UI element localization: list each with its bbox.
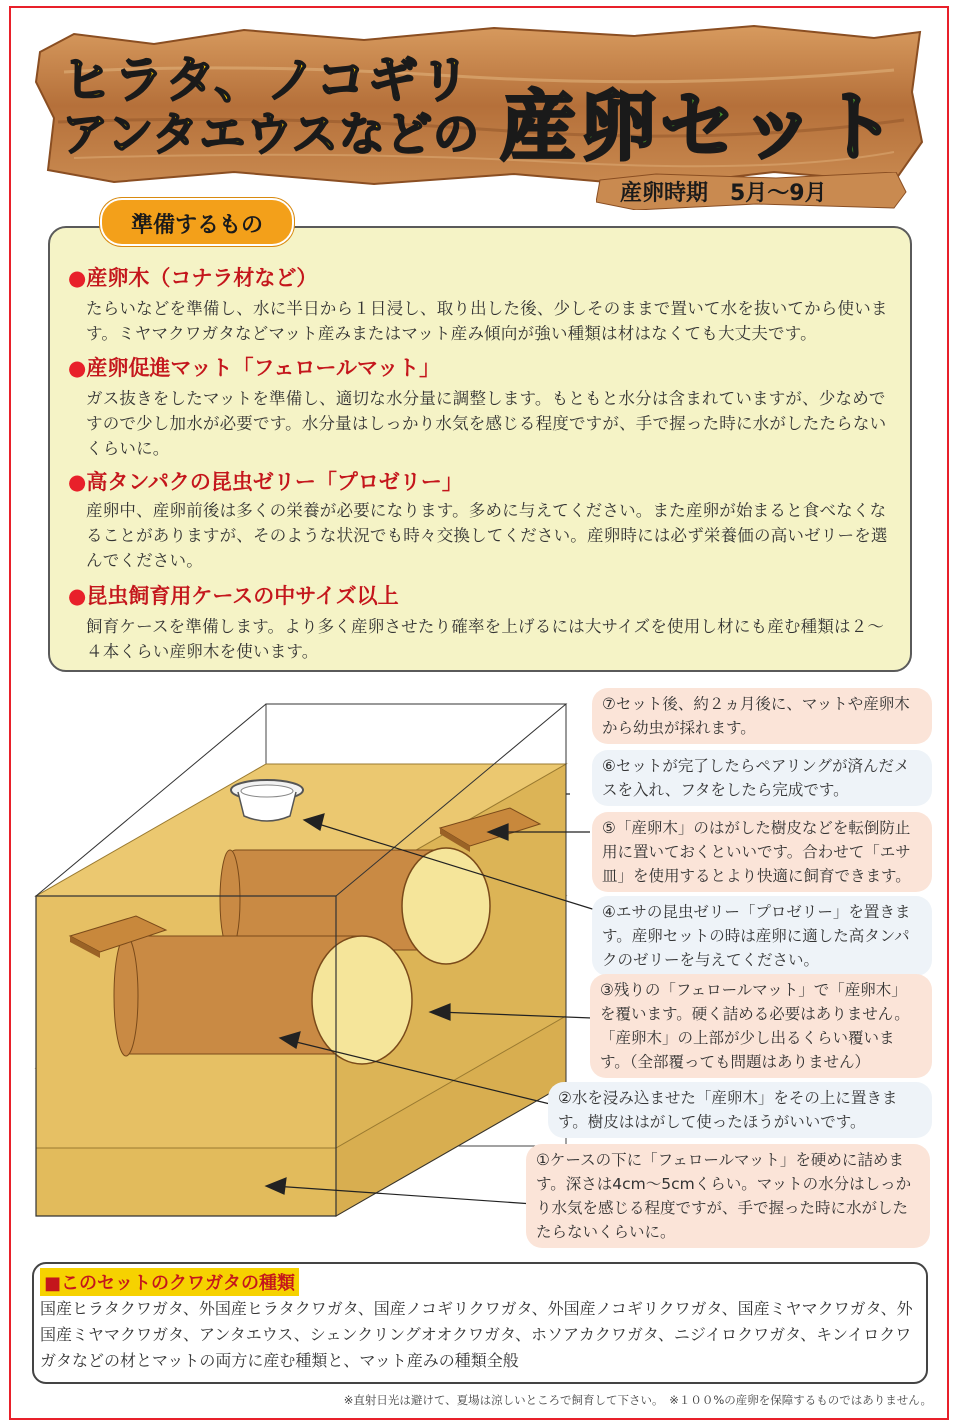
item-text-log: たらいなどを準備し、水に半日から１日浸し、取り出した後、少しそのままで置いて水を抜いてから使います。ミヤマクワガタなどマット産みまたはマット産み傾向が強い種類は材はなくても大丈夫です。	[86, 299, 888, 343]
header-banner	[34, 22, 926, 190]
item-text-mat: ガス抜きをしたマットを準備し、適切な水分量に調整します。もともと水分は含まれていますが、少なめですので少し加水が必要です。水分量はしっかり水気を感じる程度ですが、手で握った時に水がしたたらないくらいに。	[86, 389, 887, 458]
prep-tab	[100, 198, 294, 246]
species-heading: ■このセットのクワガタの種類	[40, 1268, 299, 1296]
step-4: ④エサの昆虫ゼリー「プロゼリー」を置きます。産卵セットの時は産卵に適した高タンパクのゼリーを与えてください。	[592, 896, 932, 976]
item-heading-jelly: ●高タンパクの昆虫ゼリー「プロゼリー」	[68, 470, 463, 494]
step-6: ⑥セットが完了したらペアリングが済んだメスを入れ、フタをしたら完成です。	[592, 750, 932, 806]
title-line-1: ヒラタ、ノコギリ	[62, 51, 472, 109]
substrate-lower-front	[36, 1148, 336, 1216]
step-3: ③残りの「フェロールマット」で「産卵木」を覆います。硬く詰める必要はありません。「産卵木」の上部が少し出るくらい覆います。（全部覆っても問題はありません）	[590, 974, 932, 1078]
log-front	[114, 936, 412, 1064]
step-7: ⑦セット後、約２ヵ月後に、マットや産卵木から幼虫が採れます。	[592, 688, 932, 744]
step-1: ①ケースの下に「フェロールマット」を硬めに詰めます。深さは4cm～5cmくらい。マットの水分はしっかり水気を感じる程度ですが、手で握った時に水がしたたらないくらいに。	[526, 1144, 930, 1248]
step-2: ②水を浸み込ませた「産卵木」をその上に置きます。樹皮ははがして使ったほうがいいです。	[548, 1082, 932, 1138]
title-line-2: アンタエウスなどの	[62, 107, 480, 161]
season-text: 産卵時期 5月～9月	[620, 181, 827, 206]
step-5: ⑤「産卵木」のはがした樹皮などを転倒防止用に置いておくといいです。合わせて「エサ皿」を使用するとより快適に飼育できます。	[592, 812, 932, 892]
item-heading-case: ●昆虫飼育用ケースの中サイズ以上	[68, 584, 399, 608]
item-heading-mat: ●産卵促進マット「フェロールマット」	[68, 356, 441, 380]
species-text: 国産ヒラタクワガタ、外国産ヒラタクワガタ、国産ノコギリクワガタ、外国産ノコギリクワガタ、国産ミヤマクワガタ、外国産ミヤマクワガタ、アンタエウス、シェンクリングオオクワガタ、ホソアカクワガタ、ニジイロクワガタ、キンイロクワガタなどの材とマットの両方に産む種類と、マット産みの種類全般	[40, 1299, 913, 1370]
item-text-jelly: 産卵中、産卵前後は多くの栄養が必要になります。多めに与えてください。また産卵が始まると食べなくなることがありますが、そのような状況でも時々交換してください。産卵時には必ず栄養価の高いゼリーを選んでください。	[86, 501, 888, 570]
season-label	[596, 172, 908, 210]
prep-tab-label: 準備するもの	[130, 213, 263, 238]
title-main: 産卵セット	[500, 82, 900, 171]
item-heading-log: ●産卵木（コナラ材など）	[68, 266, 318, 290]
item-text-case: 飼育ケースを準備します。より多く産卵させたり確率を上げるには大サイズを使用し材にも産む種類は２～４本くらい産卵木を使います。	[86, 617, 885, 661]
footnote: ※直射日光は避けて、夏場は涼しいところで飼育して下さい。 ※１００%の産卵を保障するものではありません。	[343, 1393, 932, 1407]
